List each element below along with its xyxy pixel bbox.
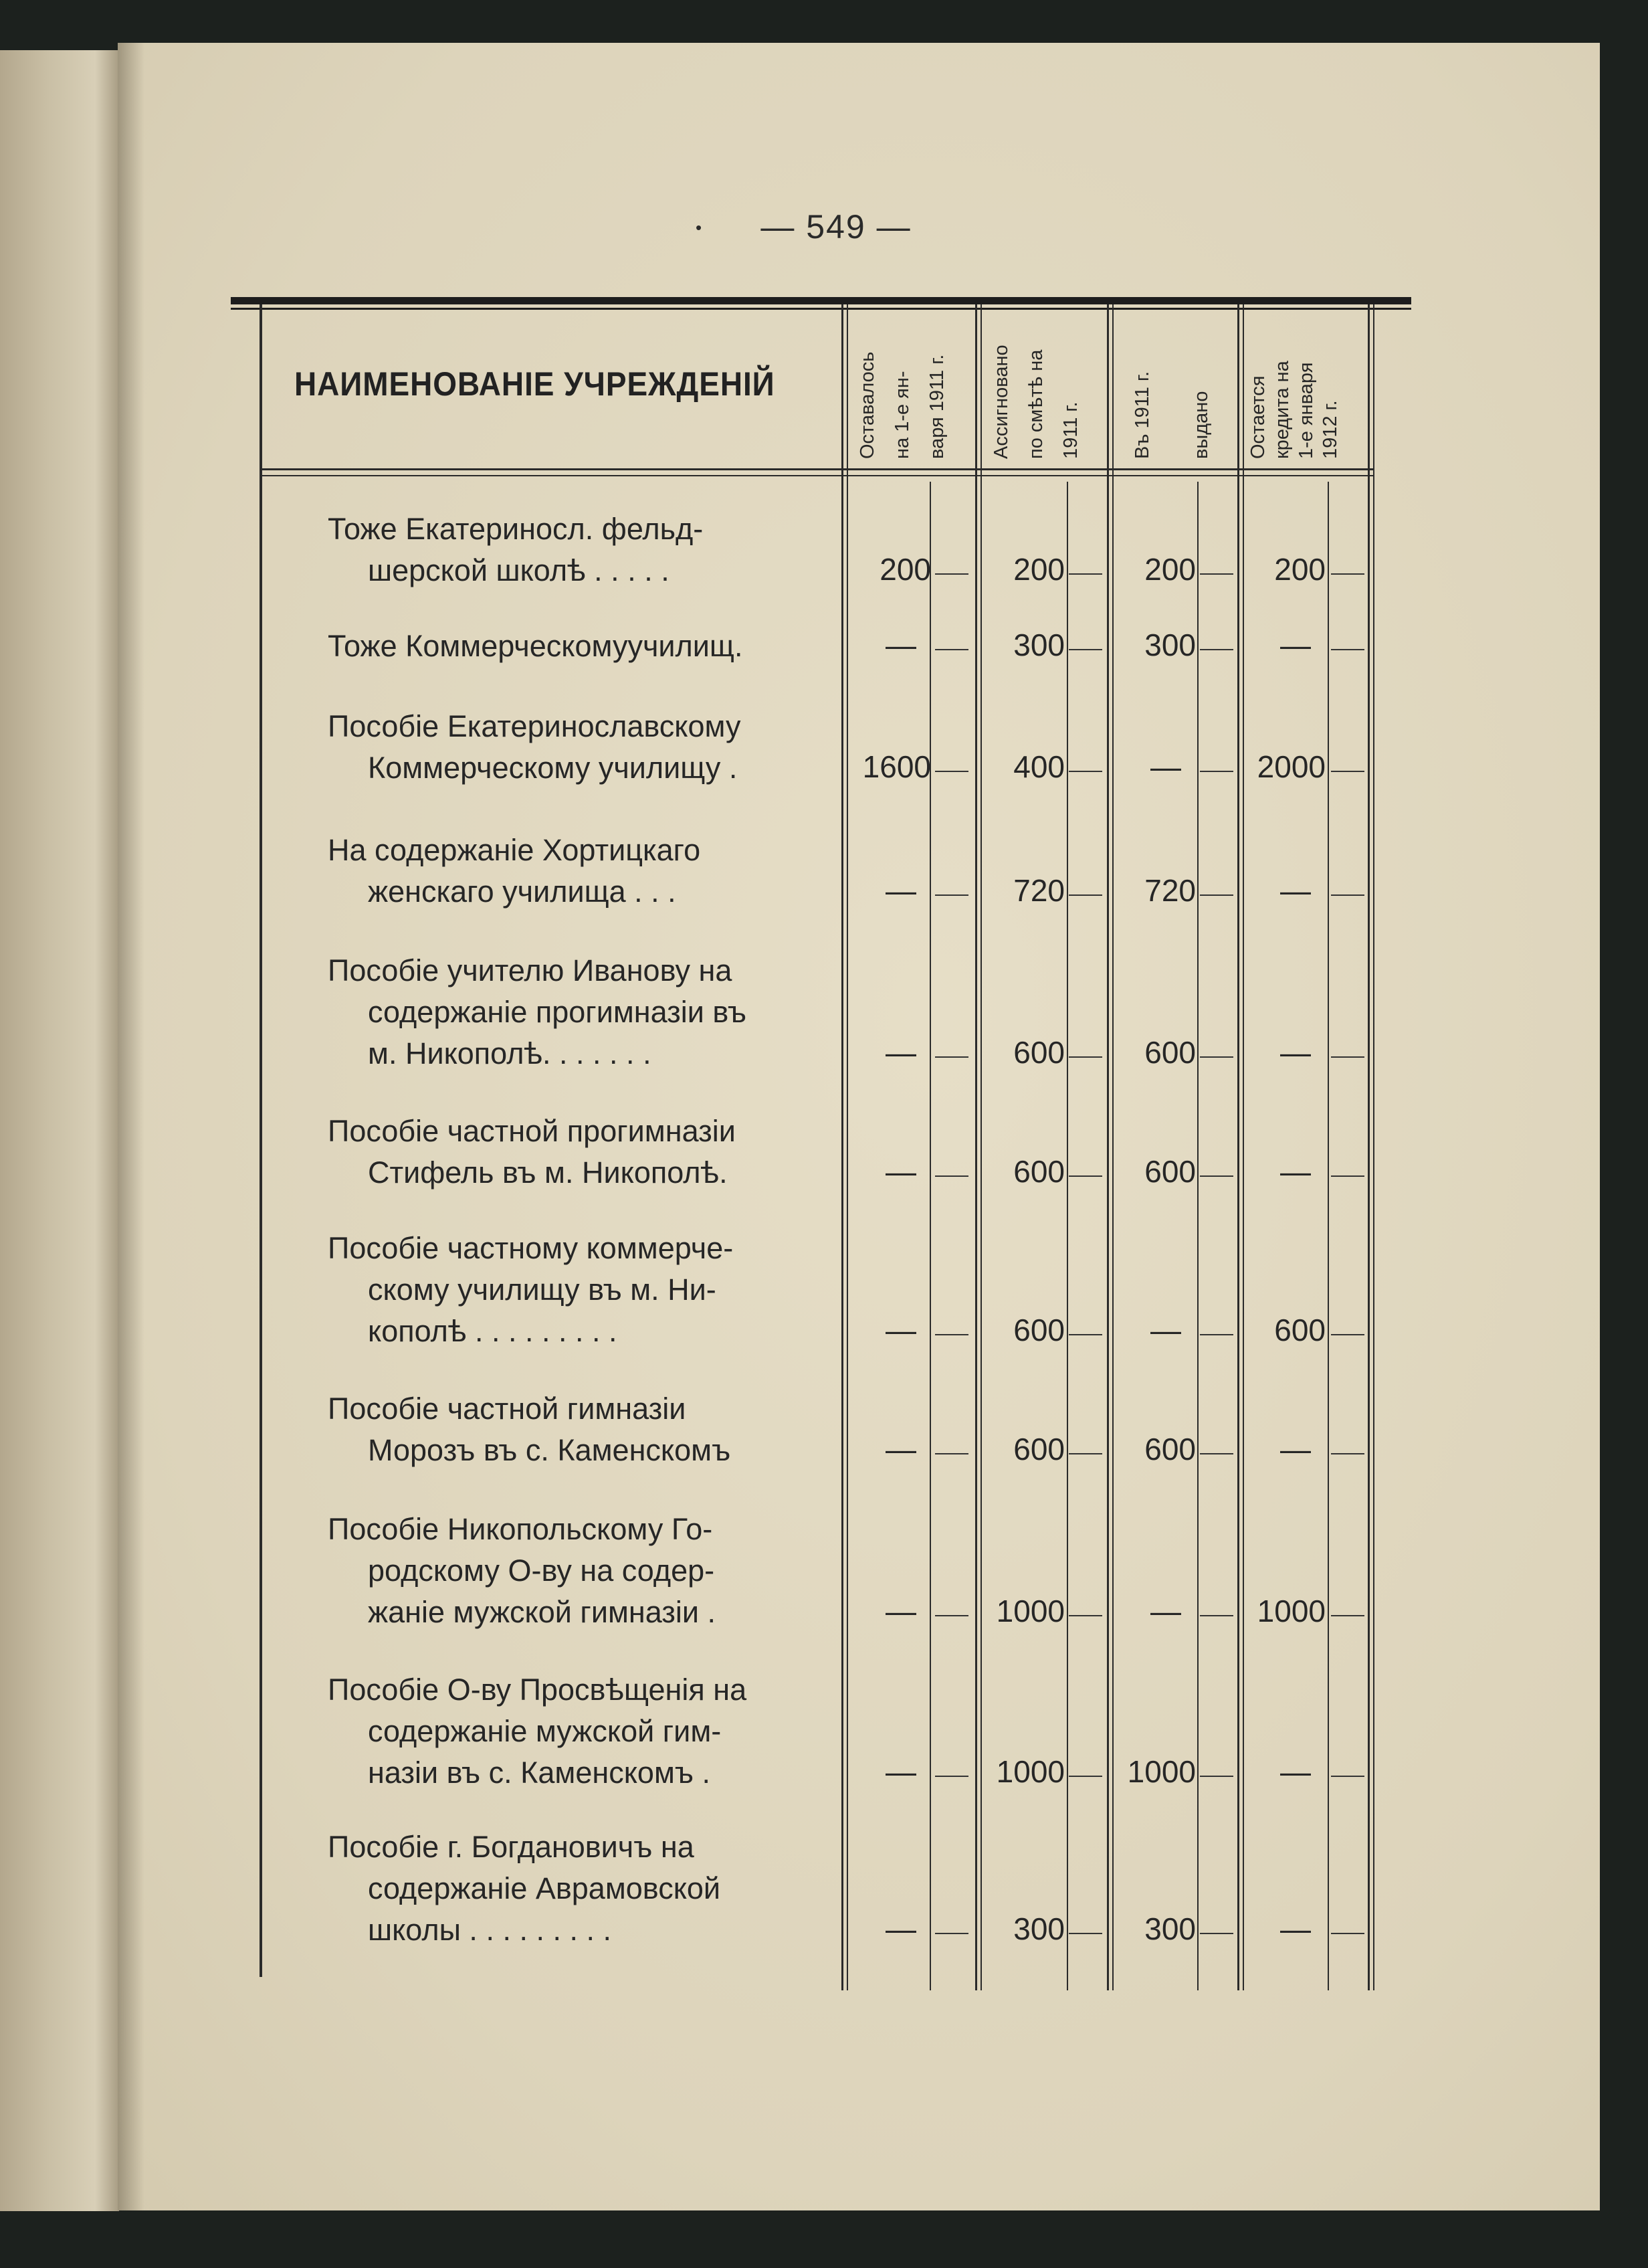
institution-name-line: Пособіе частному коммерче-: [328, 1231, 734, 1265]
header-col4-line1: Остается: [1247, 375, 1269, 459]
column-header-name: НАИМЕНОВАНІЕ УЧРЕЖДЕНІЙ: [294, 365, 775, 403]
institution-name: [328, 1228, 826, 1352]
column-header-issued: [1114, 308, 1237, 468]
amount-c2: 720: [1013, 873, 1065, 908]
kopeck-dash: [1200, 771, 1233, 772]
kopeck-dash: [1069, 649, 1102, 650]
kopeck-dash: [1069, 1175, 1102, 1177]
col3-sub-rule: [1197, 482, 1199, 1990]
amount-c3: —: [1150, 1594, 1181, 1628]
amount-c1: —: [886, 628, 916, 662]
institution-name: [328, 508, 826, 591]
kopeck-dash: [1069, 1334, 1102, 1335]
header-bottom-rule: [262, 468, 1374, 470]
kopeck-dash: [1069, 1933, 1102, 1934]
institution-name-line: Пособіе учителю Иванову на: [328, 953, 732, 987]
amount-c1: —: [886, 1313, 916, 1347]
institution-name: [328, 950, 826, 1074]
kopeck-dash: [935, 894, 968, 896]
left-page-edge: [0, 50, 119, 2211]
institution-name: [328, 830, 826, 913]
kopeck-dash: [935, 1334, 968, 1335]
kopeck-dash: [1331, 573, 1364, 575]
kopeck-dash: [1331, 1175, 1364, 1177]
kopeck-dash: [935, 1056, 968, 1058]
amount-c1: —: [886, 1154, 916, 1189]
table-left-rule: [260, 304, 262, 1977]
header-col2-line3: 1911 г.: [1060, 401, 1082, 459]
amount-c2: 200: [1013, 552, 1065, 587]
col3-left-rule: [1107, 304, 1109, 1990]
amount-c1: 200: [880, 552, 931, 587]
table-right-rule: [1368, 304, 1370, 1990]
institution-name-line: школы . . . . . . . . .: [368, 1913, 611, 1947]
amount-c2: 600: [1013, 1313, 1065, 1347]
kopeck-dash: [935, 1615, 968, 1616]
amount-c4: —: [1280, 1154, 1311, 1189]
amount-c4: —: [1280, 628, 1311, 662]
header-col1-line3: варя 1911 г.: [926, 354, 948, 459]
institution-name-line: назіи въ с. Каменскомъ .: [368, 1756, 711, 1790]
kopeck-dash: [935, 1776, 968, 1777]
amount-c4: 2000: [1257, 749, 1326, 784]
kopeck-dash: [1200, 1175, 1233, 1177]
kopeck-dash: [1331, 1615, 1364, 1616]
column-header-remaining-end: [1244, 308, 1368, 468]
institution-name: [328, 1388, 826, 1471]
kopeck-dash: [935, 1453, 968, 1454]
amount-c1: —: [886, 1754, 916, 1789]
amount-c1: 1600: [862, 749, 931, 784]
institution-name: [328, 1669, 826, 1794]
kopeck-dash: [1331, 1334, 1364, 1335]
amount-c4: —: [1280, 1432, 1311, 1467]
institution-name-line: Пособіе частной прогимназіи: [328, 1114, 736, 1148]
kopeck-dash: [1331, 894, 1364, 896]
header-col4-line3: 1-е января: [1296, 362, 1317, 459]
amount-c1: —: [886, 1035, 916, 1070]
kopeck-dash: [1200, 1776, 1233, 1777]
institution-name-line: На содержаніе Хортицкаго: [328, 833, 701, 867]
kopeck-dash: [1331, 1776, 1364, 1777]
amount-c3: —: [1150, 1313, 1181, 1347]
table-right-rule-b: [1373, 304, 1374, 1990]
amount-c3: 200: [1144, 552, 1196, 587]
institution-name: [328, 1509, 826, 1633]
institution-name-line: Коммерческому училищу .: [368, 751, 738, 785]
institution-name-line: женскаго училища . . .: [368, 874, 676, 909]
header-col4-line4: 1912 г.: [1320, 400, 1341, 459]
kopeck-dash: [1200, 1453, 1233, 1454]
institution-name-line: кополѣ . . . . . . . . .: [368, 1314, 617, 1348]
col1-sub-rule: [930, 482, 931, 1990]
column-header-remaining-start: [848, 308, 975, 468]
kopeck-dash: [1069, 1776, 1102, 1777]
amount-c3: —: [1150, 749, 1181, 784]
institution-name-line: Пособіе Екатеринославскому: [328, 709, 741, 743]
institution-name-line: Тоже Коммерческомуучилищ.: [328, 629, 743, 663]
amount-c3: 300: [1144, 628, 1196, 662]
amount-c3: 600: [1144, 1432, 1196, 1467]
institution-name-line: Пособіе Никопольскому Го-: [328, 1512, 713, 1546]
kopeck-dash: [935, 573, 968, 575]
amount-c2: 600: [1013, 1432, 1065, 1467]
institution-name: [328, 706, 826, 789]
kopeck-dash: [1331, 1453, 1364, 1454]
institution-name-line: Морозъ въ с. Каменскомъ: [368, 1433, 731, 1467]
institution-name-line: Стифель въ м. Никополѣ.: [368, 1155, 728, 1190]
institution-name: [328, 1111, 826, 1194]
amount-c2: 1000: [996, 1594, 1065, 1628]
kopeck-dash: [1069, 1453, 1102, 1454]
col2-left-rule: [975, 304, 977, 1990]
amount-c2: 600: [1013, 1154, 1065, 1189]
institution-name-line: Пособіе частной гимназіи: [328, 1392, 686, 1426]
kopeck-dash: [1069, 573, 1102, 575]
col2-sub-rule: [1067, 482, 1068, 1990]
amount-c2: 600: [1013, 1035, 1065, 1070]
institution-name-line: содержаніе прогимназіи въ: [368, 995, 746, 1029]
kopeck-dash: [935, 1933, 968, 1934]
kopeck-dash: [1331, 1056, 1364, 1058]
header-col4-line2: кредита на: [1271, 361, 1293, 459]
kopeck-dash: [1331, 771, 1364, 772]
institution-name: [328, 1826, 826, 1951]
amount-c4: —: [1280, 1754, 1311, 1789]
page-number: • — 549 —: [736, 207, 936, 246]
header-col3-line1: Въ 1911 г.: [1132, 371, 1153, 459]
amount-c4: —: [1280, 1911, 1311, 1946]
kopeck-dash: [935, 771, 968, 772]
kopeck-dash: [1331, 649, 1364, 650]
header-col2-line2: по смѣтѣ на: [1025, 349, 1047, 459]
amount-c3: 300: [1144, 1911, 1196, 1946]
kopeck-dash: [1200, 1615, 1233, 1616]
gutter-shadow: [118, 43, 144, 2210]
table-top-rule: [231, 297, 1411, 304]
col1-left-rule-b: [847, 304, 848, 1990]
amount-c4: —: [1280, 873, 1311, 908]
amount-c2: 400: [1013, 749, 1065, 784]
amount-c4: —: [1280, 1035, 1311, 1070]
institution-name-line: содержаніе Аврамовской: [368, 1871, 721, 1905]
kopeck-dash: [1331, 1933, 1364, 1934]
col2-left-rule-b: [981, 304, 982, 1990]
kopeck-dash: [1200, 649, 1233, 650]
amount-c2: 1000: [996, 1754, 1065, 1789]
kopeck-dash: [1200, 894, 1233, 896]
institution-name-line: Пособіе О-ву Просвѣщенія на: [328, 1673, 747, 1707]
header-col2-line1: Ассигновано: [991, 345, 1012, 459]
kopeck-dash: [935, 649, 968, 650]
institution-name-line: содержаніе мужской гим-: [368, 1714, 722, 1748]
amount-c1: —: [886, 1594, 916, 1628]
amount-c4: 1000: [1257, 1594, 1326, 1628]
amount-c1: —: [886, 873, 916, 908]
kopeck-dash: [1200, 1334, 1233, 1335]
column-header-assigned: [982, 308, 1107, 468]
amount-c4: 600: [1274, 1313, 1326, 1347]
kopeck-dash: [1200, 1933, 1233, 1934]
amount-c1: —: [886, 1432, 916, 1467]
institution-name-line: жаніе мужской гимназіи .: [368, 1595, 716, 1629]
header-bottom-rule-b: [262, 475, 1374, 476]
kopeck-dash: [1069, 771, 1102, 772]
kopeck-dash: [1200, 573, 1233, 575]
header-col1-line1: Оставалось: [857, 351, 878, 459]
col4-left-rule: [1237, 304, 1239, 1990]
kopeck-dash: [935, 1175, 968, 1177]
amount-c4: 200: [1274, 552, 1326, 587]
header-col1-line2: на 1-е ян-: [892, 371, 913, 459]
kopeck-dash: [1069, 1615, 1102, 1616]
institution-name-line: Тоже Екатериносл. фельд-: [328, 512, 704, 546]
amount-c3: 1000: [1127, 1754, 1196, 1789]
col4-left-rule-b: [1243, 304, 1244, 1990]
col1-left-rule: [841, 304, 843, 1990]
header-col3-line2: выдано: [1191, 391, 1212, 459]
institution-name-line: родскому О-ву на содер-: [368, 1553, 715, 1588]
institution-name-line: шерской школѣ . . . . .: [368, 553, 670, 587]
institution-name: [328, 626, 826, 667]
col3-left-rule-b: [1112, 304, 1114, 1990]
amount-c3: 600: [1144, 1035, 1196, 1070]
institution-name-line: Пособіе г. Богдановичъ на: [328, 1830, 694, 1864]
kopeck-dash: [1069, 1056, 1102, 1058]
amount-c3: 720: [1144, 873, 1196, 908]
institution-name-line: м. Никополѣ. . . . . . .: [368, 1036, 651, 1070]
amount-c3: 600: [1144, 1154, 1196, 1189]
institution-name-line: скому училищу въ м. Ни-: [368, 1272, 716, 1307]
amount-c2: 300: [1013, 1911, 1065, 1946]
amount-c1: —: [886, 1911, 916, 1946]
kopeck-dash: [1200, 1056, 1233, 1058]
kopeck-dash: [1069, 894, 1102, 896]
amount-c2: 300: [1013, 628, 1065, 662]
col4-sub-rule: [1328, 482, 1329, 1990]
